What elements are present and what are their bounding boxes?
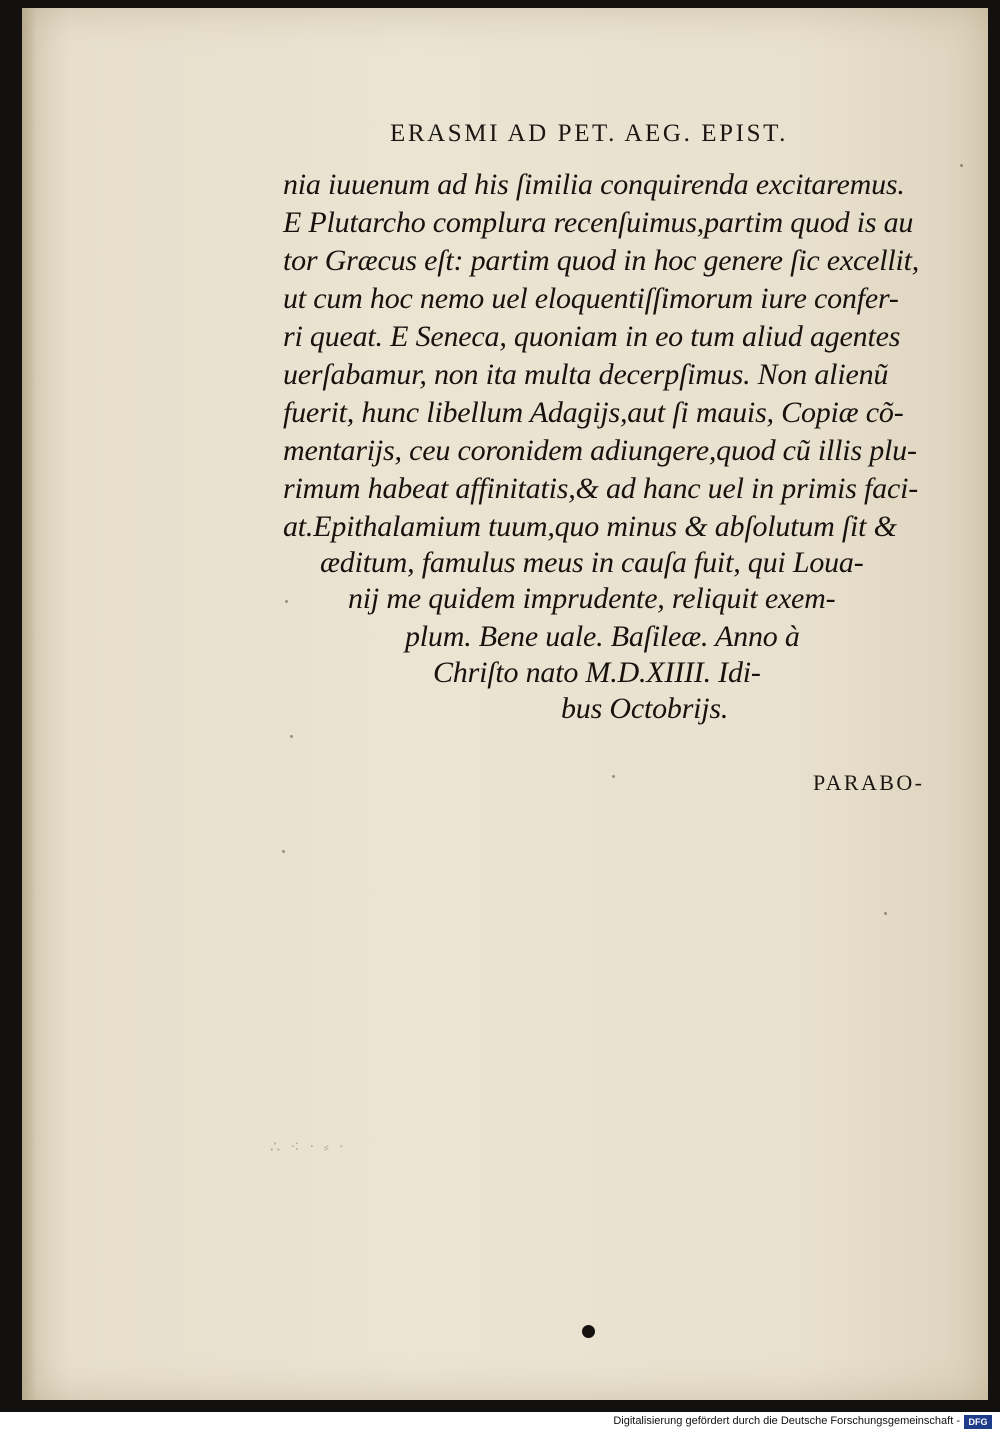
text-line: mentarijs, ceu coronidem adiungere,quod cũ illis plu-: [283, 434, 917, 467]
text-line: Chriſto nato M.D.XIIII. Idi-: [433, 656, 761, 689]
text-line: plum. Bene uale. Baſileæ. Anno à: [405, 620, 800, 653]
text-line: nij me quidem imprudente, reliquit exem-: [348, 582, 836, 615]
text-line: ri queat. E Seneca, quoniam in eo tum aliud agentes: [283, 320, 901, 353]
funding-credit: Digitalisierung gefördert durch die Deutsche Forschungsgemeinschaft -: [613, 1415, 960, 1427]
catchword: PARABO-: [813, 770, 925, 795]
footer-bar: [0, 1412, 1000, 1433]
paper-speck: [285, 600, 288, 603]
text-line: uerſabamur, non ita multa decerpſimus. Non alienũ: [283, 358, 889, 391]
paper-speck: [290, 735, 293, 738]
text-line: ut cum hoc nemo uel eloquentiſſimorum iure confer-: [283, 282, 899, 315]
text-line: E Plutarcho complura recenſuimus,partim quod is au: [283, 206, 914, 239]
text-line: tor Græcus eſt: partim quod in hoc genere ſic excellit,: [283, 244, 920, 277]
show-through-marks: ∴ ⁖ ᐧ ⸗ ᐧ: [270, 1139, 347, 1156]
paper-speck: [612, 775, 615, 778]
running-head: ERASMI AD PET. AEG. EPIST.: [390, 120, 788, 147]
text-line: rimum habeat affinitatis,& ad hanc uel in primis faci-: [283, 472, 919, 505]
text-line: nia iuuenum ad his ſimilia conquirenda excitaremus.: [283, 168, 905, 201]
text-line: æditum, famulus meus in cauſa fuit, qui Loua-: [320, 546, 864, 579]
paper-speck: [960, 164, 963, 167]
text-line: bus Octobrijs.: [561, 692, 729, 725]
paper-speck: [282, 850, 285, 853]
ink-dot: [582, 1325, 595, 1338]
text-line: at.Epithalamium tuum,quo minus & abſolutum ſit &: [283, 510, 897, 543]
dfg-logo-icon: DFG: [964, 1415, 992, 1429]
text-line: fuerit, hunc libellum Adagijs,aut ſi mauis, Copiæ cõ-: [283, 396, 904, 429]
page-gutter-shadow: [22, 8, 36, 1400]
paper-speck: [884, 912, 887, 915]
